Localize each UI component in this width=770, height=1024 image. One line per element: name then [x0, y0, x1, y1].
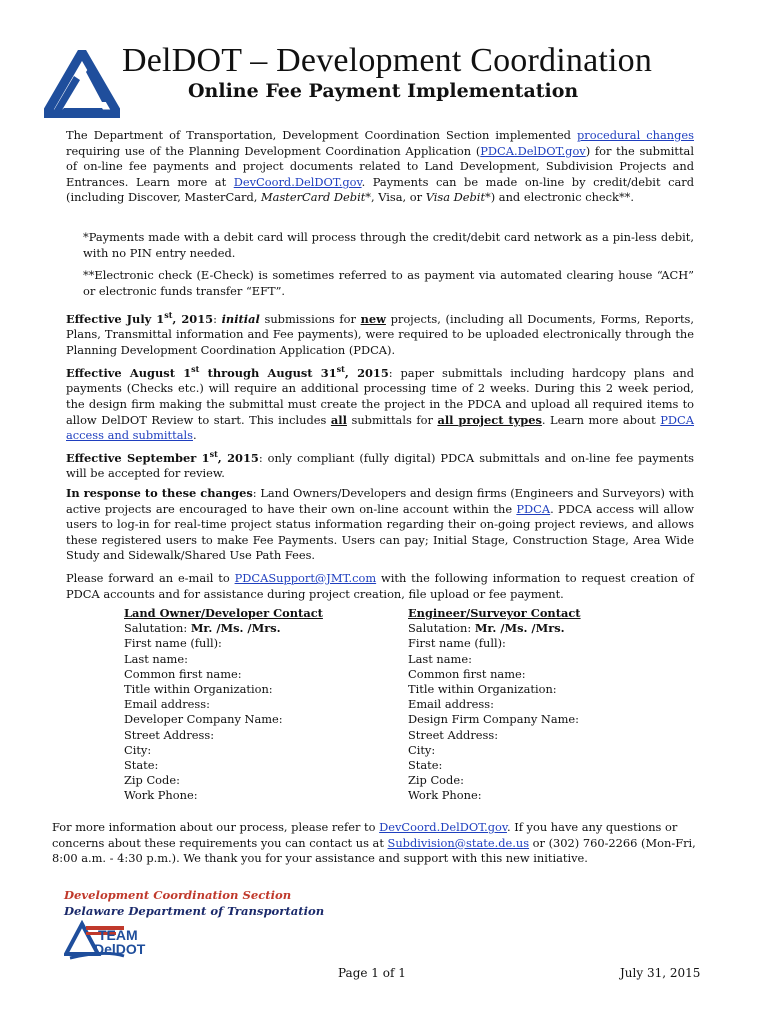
salutation-label: Salutation: [124, 621, 191, 636]
contact-field: Zip Code: [124, 773, 180, 788]
august-paragraph [66, 362, 694, 444]
contact-field: Common first name: [124, 666, 242, 681]
july-text-1: : [213, 311, 222, 326]
contact-field: Common first name: [408, 666, 526, 681]
visa-debit-text: Visa Debit* [425, 190, 491, 205]
salutation-label: Salutation: [408, 621, 475, 636]
contact-field: Last name: [124, 651, 188, 666]
devcoord-closing-link[interactable]: DevCoord.DelDOT.gov [379, 820, 507, 834]
intro-text-4: . Payments can be made on-line by credit/debit card (including Discover, MasterCard, [66, 174, 694, 205]
contact-field: Last name: [408, 651, 472, 666]
contact-field: Design Firm Company Name: [408, 712, 580, 727]
intro-text-3: ) for the submittal of on-line fee payments and project documents related to Land Development, Subdivision Projects and Entrances. Learn more at [66, 143, 694, 189]
page-subtitle: Online Fee Payment Implementation [188, 80, 579, 102]
procedural-changes-link[interactable]: procedural changes [577, 128, 694, 142]
august-sup-2: st [336, 364, 345, 374]
contact-field: State: [408, 758, 443, 773]
new-text: new [360, 311, 386, 326]
engineer-salutation [408, 621, 581, 636]
september-lead-year: , 2015 [217, 450, 259, 465]
intro-text-2: requiring use of the Planning Development Coordination Application ( [66, 143, 481, 158]
closing-text-1: For more information about our process, please refer to [52, 820, 380, 834]
contact-field: Work Phone: [408, 788, 482, 803]
forward-paragraph [66, 571, 694, 602]
august-lead-mid: through August 31 [199, 365, 337, 380]
page-number: Page 1 of 1 [338, 966, 406, 980]
august-text-4: . [193, 428, 197, 443]
mastercard-debit-text: MasterCard Debit* [260, 190, 371, 205]
contact-field: City: [124, 742, 152, 757]
contact-field: Developer Company Name: [124, 712, 283, 727]
pdca-access-link[interactable]: PDCA access and submittals [66, 412, 695, 443]
salutation-value: Mr. /Ms. /Mrs. [474, 621, 565, 636]
land-owner-contact-list [124, 606, 323, 804]
engineer-contact-list [408, 606, 581, 804]
deldot-text: DelDOT [94, 941, 146, 957]
contact-field: Title within Organization: [408, 682, 557, 697]
contact-field: Work Phone: [124, 788, 198, 803]
closing-text-3: or (302) 760-2266 (Mon-Fri, 8:00 a.m. - 4:30 p.m.). We thank you for your assistance and support with this new initiative. [52, 835, 696, 866]
response-lead: In response to these changes [66, 486, 253, 500]
team-text: TEAM [98, 927, 138, 943]
initial-text: initial [221, 311, 260, 326]
contact-field: Zip Code: [408, 773, 464, 788]
contact-field: Street Address: [124, 727, 215, 742]
intro-text-5: , Visa, or [371, 190, 426, 205]
contact-field: City: [408, 742, 436, 757]
intro-text-1: The Department of Transportation, Development Coordination Section implemented [66, 128, 578, 142]
deldot-triangle-logo-icon [44, 50, 120, 118]
july-lead-text: Effective July 1 [66, 311, 165, 326]
contact-field: Street Address: [408, 727, 499, 742]
september-sup: st [209, 449, 218, 459]
closing-text-2: . If you have any questions or concerns about these requirements you can contact us at [52, 820, 678, 850]
july-text-2: submissions for [259, 311, 361, 326]
footer-department-name: Delaware Department of Transportation [64, 904, 325, 918]
september-lead-text: Effective September 1 [66, 450, 210, 465]
august-lead [66, 366, 389, 380]
echeck-note: **Electronic check (E-Check) is sometimes referred to as payment via automated clearing house “ACH” or electronic funds transfer “EFT”. [83, 268, 694, 298]
july-text-3: projects, (including all Documents, Forms, Reports, Plans, Transmittal information and Fee payments), were required to be uploaded electronically through the Planning Development Coordination Application (PDCA). [66, 311, 694, 357]
subdivision-email-link[interactable]: Subdivision@state.de.us [387, 835, 530, 850]
contact-field: First name (full): [408, 636, 506, 651]
september-paragraph [66, 447, 694, 482]
contact-field: Email address: [408, 697, 494, 712]
july-lead-year: , 2015 [172, 311, 214, 326]
september-text-1: : only compliant (fully digital) PDCA submittals and on-line fee payments will be accepted for review. [66, 450, 694, 481]
pdca-inline-link[interactable]: PDCA [516, 501, 551, 516]
debit-card-note: *Payments made with a debit card will process through the credit/debit card network as a pin-less debit, with no PIN entry needed. [83, 230, 694, 260]
august-lead-text: Effective August 1 [66, 365, 192, 380]
pdca-link[interactable]: PDCA.DelDOT.gov [480, 143, 586, 158]
forward-text-1: Please forward an e-mail to [66, 571, 235, 585]
contact-field: Title within Organization: [124, 682, 273, 697]
pdca-support-email-link[interactable]: PDCASupport@JMT.com [234, 571, 377, 585]
forward-text-2: with the following information to request creation of PDCA accounts and for assistance during project creation, file upload or fee payment. [66, 571, 694, 601]
page-title: DelDOT – Development Coordination [122, 42, 653, 79]
response-paragraph [66, 486, 694, 564]
intro-text-6: ) and electronic check**. [490, 190, 634, 205]
contact-field: First name (full): [124, 636, 222, 651]
footer-section-name: Development Coordination Section [64, 888, 292, 902]
closing-paragraph [52, 820, 708, 867]
salutation-value: Mr. /Ms. /Mrs. [190, 621, 281, 636]
land-owner-contact-header: Land Owner/Developer Contact [124, 606, 323, 620]
response-text-1: : Land Owners/Developers and design firms (Engineers and Surveyors) with active projects are encouraged to have their own on-line account within the [66, 486, 694, 516]
august-lead-year: , 2015 [344, 365, 389, 380]
contact-field: Email address: [124, 697, 210, 712]
intro-paragraph [66, 128, 694, 206]
engineer-contact-header: Engineer/Surveyor Contact [408, 606, 581, 620]
devcoord-link[interactable]: DevCoord.DelDOT.gov [233, 174, 362, 189]
july-sup: st [164, 310, 173, 320]
august-text-1: : paper submittals including hardcopy plans and payments (Checks etc.) will require an additional processing time of 2 weeks. During this 2 week period, the design firm making the submittal must create the project in the PDCA and upload all required items to allow DelDOT Review to start. This includes [66, 365, 694, 427]
all-project-types-text: all project types [437, 412, 542, 427]
july-lead [66, 312, 213, 326]
contact-field: State: [124, 758, 159, 773]
august-sup-1: st [191, 364, 200, 374]
response-text-2: . PDCA access will allow users to log-in for real-time project status information regarding their on-going project reviews, and allows these registered users to make Fee Payments. Users can pay; Initial Stage, Construction Stage, Area Wide Study and Sidewalk/Shared Use Path Fees. [66, 501, 694, 563]
august-text-2: submittals for [346, 412, 438, 427]
august-text-3: . Learn more about [541, 412, 661, 427]
team-deldot-logo-icon [64, 920, 168, 962]
all-text: all [330, 412, 347, 427]
land-owner-salutation [124, 621, 323, 636]
page-date: July 31, 2015 [620, 966, 701, 980]
july-paragraph [66, 308, 694, 359]
september-lead [66, 451, 259, 465]
